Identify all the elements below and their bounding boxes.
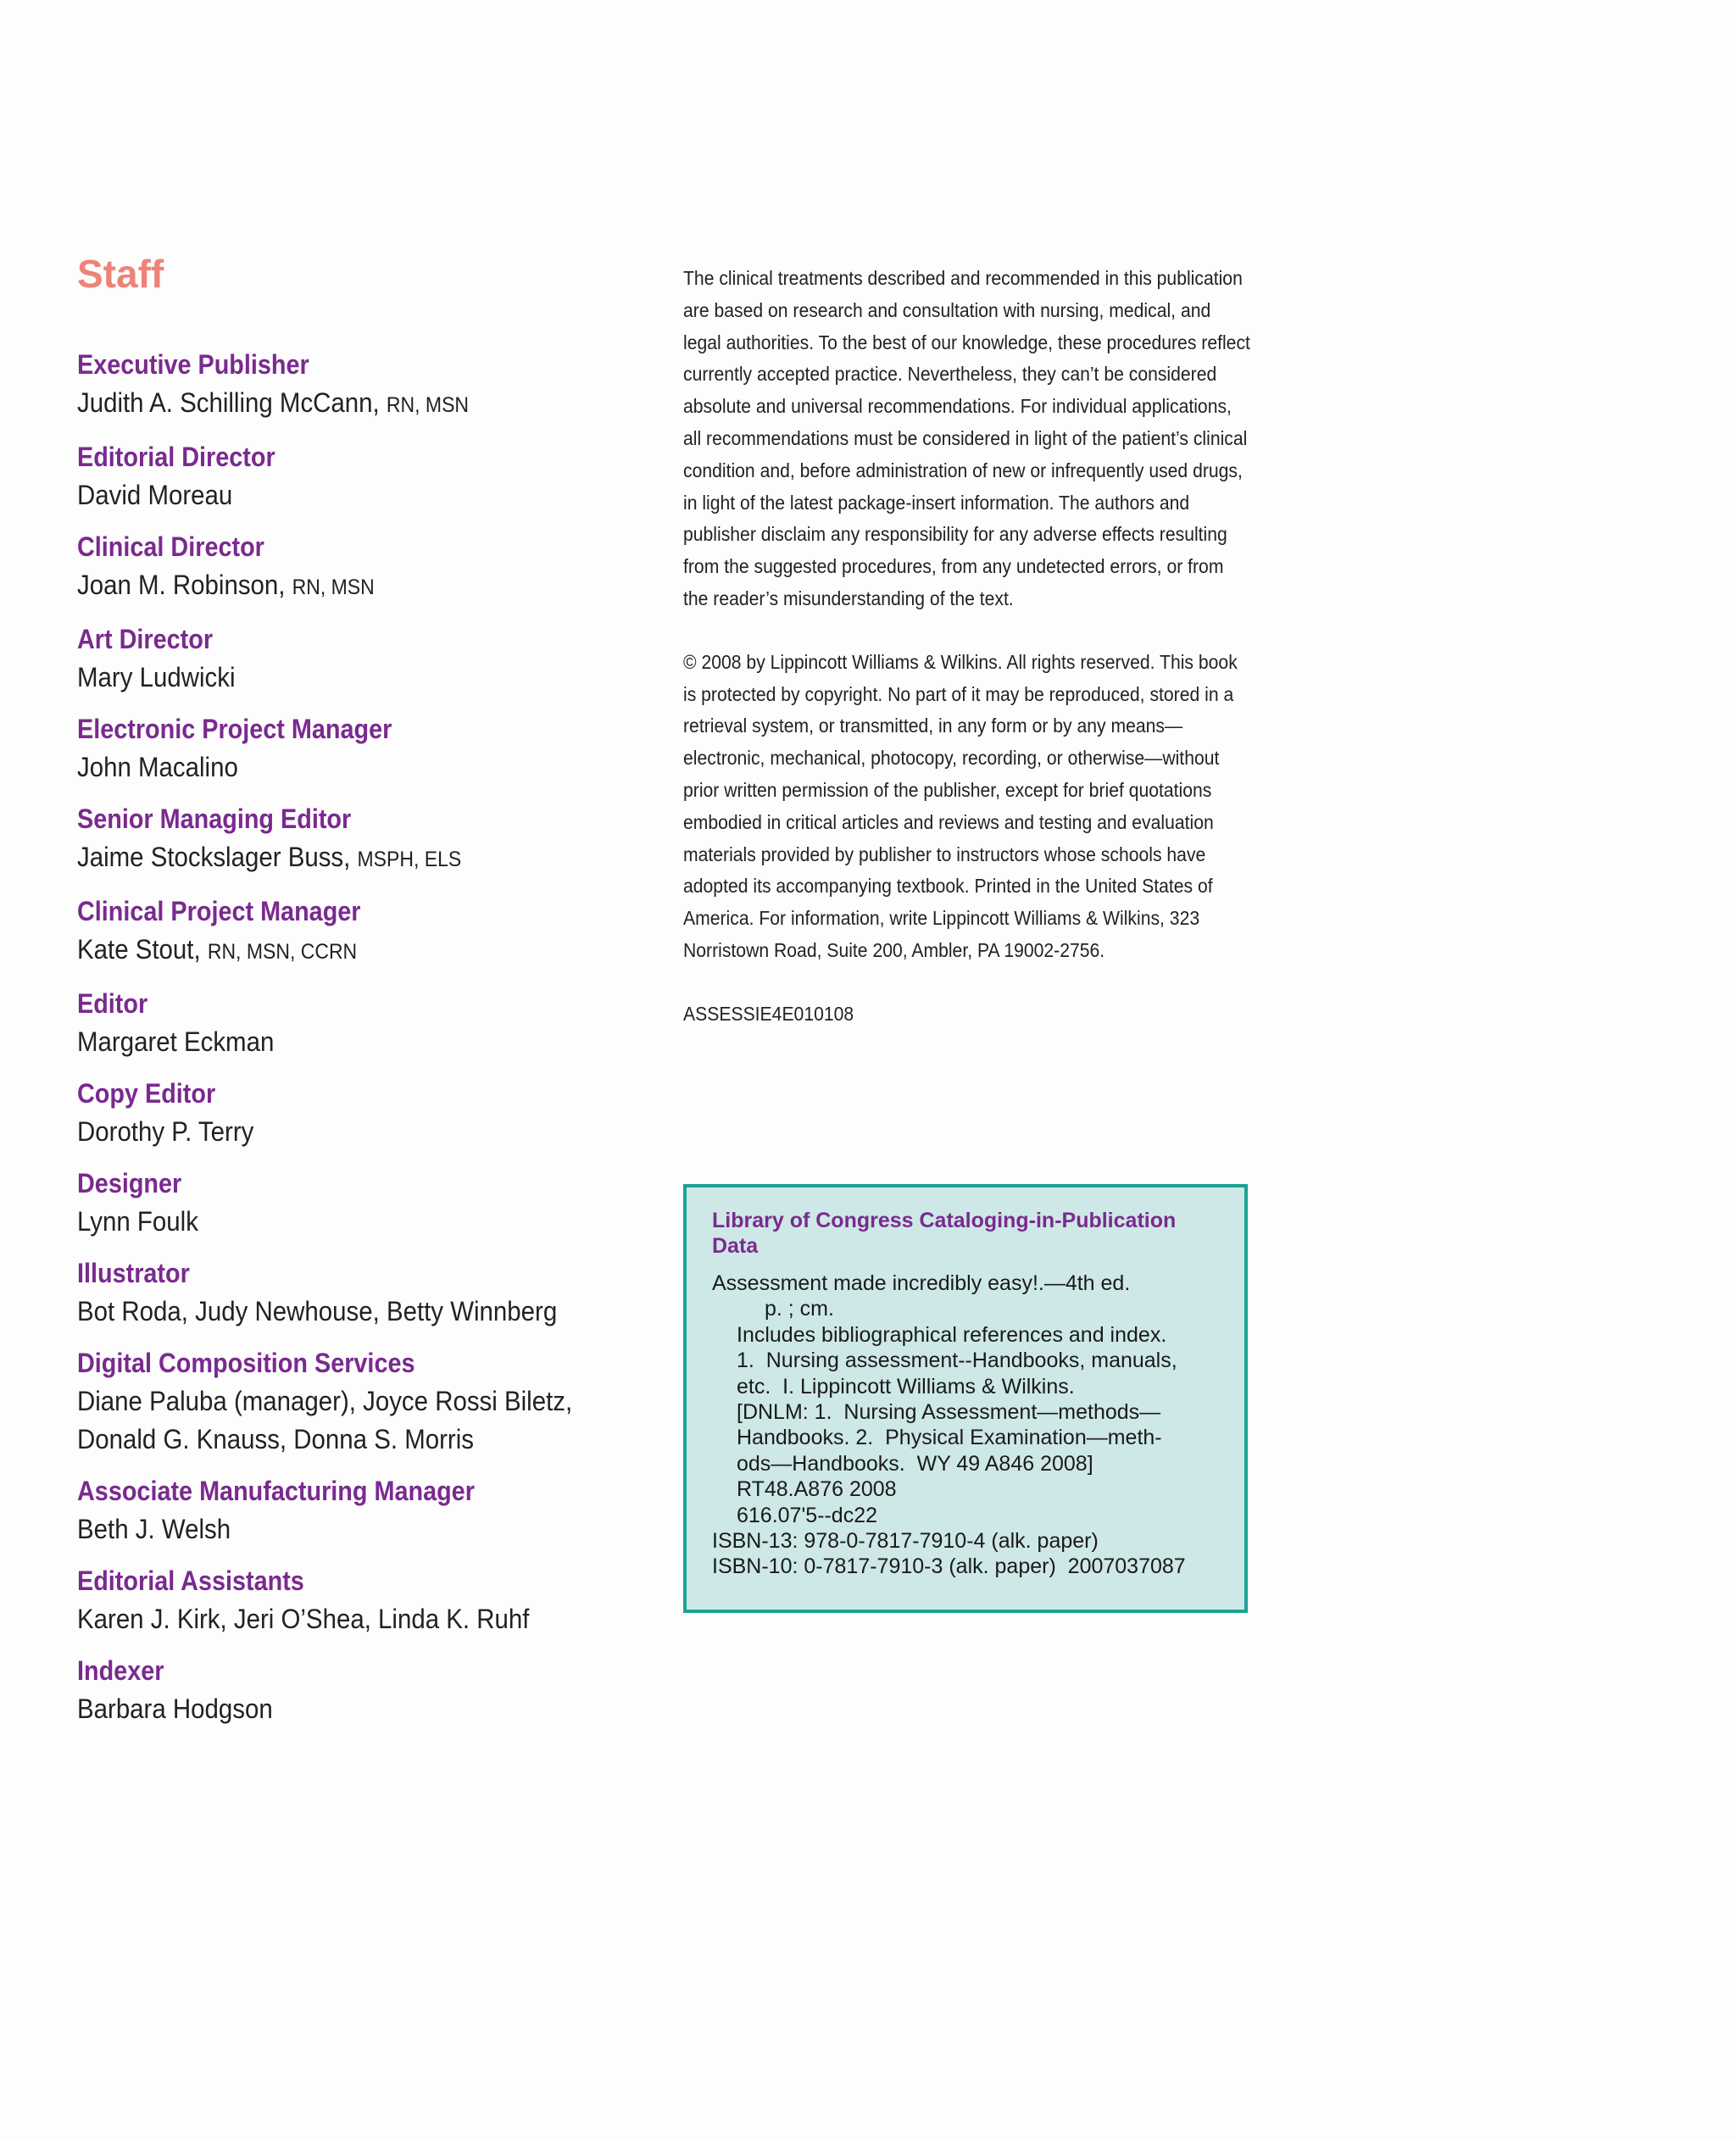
cip-line: etc. I. Lippincott Williams & Wilkins.	[737, 1374, 1075, 1399]
staff-name: Margaret Eckman	[77, 1026, 275, 1057]
staff-list	[77, 346, 654, 1728]
staff-person	[77, 1023, 608, 1061]
staff-name: Karen J. Kirk, Jeri O’Shea, Linda K. Ruhf	[77, 1604, 530, 1634]
cip-lines	[712, 1271, 1219, 1580]
staff-role: Editorial Assistants	[77, 1565, 304, 1596]
staff-entry	[77, 438, 654, 514]
staff-column	[77, 254, 654, 1742]
staff-entry	[77, 620, 654, 697]
staff-person	[77, 1600, 608, 1638]
cip-line: RT48.A876 2008	[737, 1477, 897, 1502]
cip-line: ISBN-13: 978-0-7817-7910-4 (alk. paper)	[712, 1529, 1099, 1554]
cip-line: Handbooks. 2. Physical Examination—meth-	[737, 1426, 1162, 1450]
staff-entry	[77, 710, 654, 787]
staff-name: Joan M. Robinson,	[77, 570, 292, 600]
staff-role: Illustrator	[77, 1258, 190, 1288]
staff-person	[77, 1510, 608, 1549]
cip-line: Includes bibliographical references and index.	[737, 1322, 1167, 1347]
staff-name: John Macalino	[77, 752, 238, 782]
staff-name: David Moreau	[77, 480, 233, 510]
cip-line: 1. Nursing assessment--Handbooks, manuals,	[737, 1349, 1177, 1373]
staff-name: Kate Stout,	[77, 934, 208, 965]
staff-entry	[77, 1652, 654, 1728]
staff-person	[77, 931, 608, 971]
staff-entry	[77, 1472, 654, 1549]
staff-person	[77, 748, 608, 787]
disclaimer-text: The clinical treatments described and recommended in this publication are based on research and consultation with nursing, medical, and legal authorities. To the best of our knowledge, these procedures reflect currently accepted practice. Nevertheless, they can’t be considered absolute and universal recommendations. For individual applications, all recommendations must be considered in light of the patient’s clinical condition and, before administration of new or infrequently used drugs, in light of the latest package-insert information. The authors and publisher disclaim any responsibility for any adverse effects resulting from the suggested procedures, from any undetected errors, or from the reader’s misunderstanding of the text.	[683, 267, 1250, 609]
staff-role: Art Director	[77, 624, 214, 654]
cip-line: [DNLM: 1. Nursing Assessment—methods—	[737, 1400, 1161, 1425]
staff-name: Beth J. Welsh	[77, 1514, 231, 1544]
staff-role: Clinical Director	[77, 531, 264, 562]
cip-line: 616.07'5--dc22	[737, 1503, 878, 1527]
staff-person	[77, 838, 608, 879]
staff-role: Senior Managing Editor	[77, 804, 352, 834]
cip-title: Library of Congress Cataloging-in-Publication Data	[712, 1209, 1177, 1258]
staff-role: Electronic Project Manager	[77, 714, 392, 744]
staff-person	[77, 384, 608, 425]
staff-entry	[77, 800, 654, 879]
staff-role: Indexer	[77, 1655, 164, 1686]
staff-role: Copy Editor	[77, 1078, 216, 1109]
staff-person	[77, 476, 608, 514]
staff-role: Executive Publisher	[77, 349, 309, 380]
staff-entry	[77, 1254, 654, 1331]
staff-entry	[77, 1562, 654, 1638]
staff-credentials: RN, MSN, CCRN	[207, 940, 358, 964]
staff-name: Mary Ludwicki	[77, 662, 236, 692]
staff-credentials: MSPH, ELS	[357, 848, 462, 871]
staff-person	[77, 566, 608, 607]
staff-entry	[77, 1075, 654, 1151]
staff-credentials: RN, MSN	[386, 393, 470, 417]
staff-entry	[77, 528, 654, 607]
staff-name: Diane Paluba (manager), Joyce Rossi Biletz, Donald G. Knauss, Donna S. Morris	[77, 1386, 573, 1454]
staff-role: Designer	[77, 1168, 182, 1198]
staff-name: Barbara Hodgson	[77, 1693, 273, 1724]
cip-data-box	[683, 1184, 1248, 1613]
staff-role: Editorial Director	[77, 442, 275, 472]
staff-person	[77, 659, 608, 697]
staff-person	[77, 1382, 608, 1459]
staff-entry	[77, 346, 654, 425]
staff-entry	[77, 1165, 654, 1241]
book-code: ASSESSIE4E010108	[683, 1002, 854, 1025]
staff-person	[77, 1690, 608, 1728]
staff-name: Bot Roda, Judy Newhouse, Betty Winnberg	[77, 1296, 558, 1326]
staff-person	[77, 1293, 608, 1331]
legal-column	[683, 263, 1260, 1031]
staff-entry	[77, 985, 654, 1061]
staff-person	[77, 1203, 608, 1241]
staff-entry	[77, 893, 654, 971]
cip-line: ISBN-10: 0-7817-7910-3 (alk. paper) 2007037087	[712, 1554, 1186, 1579]
copyright-text: © 2008 by Lippincott Williams & Wilkins. All rights reserved. This book is protected by copyright. No part of it may be reproduced, stored in a retrieval system, or transmitted, in any form or by any means—electronic, mechanical, photocopy, recording, or otherwise—without prior written permission of the publisher, except for brief quotations embodied in critical articles and reviews and testing and evaluation materials provided by publisher to instructors whose schools have adopted its accompanying textbook. Printed in the United States of America. For information, write Lippincott Williams & Wilkins, 323 Norristown Road, Suite 200, Ambler, PA 19002-2756.	[683, 650, 1238, 961]
staff-name: Dorothy P. Terry	[77, 1116, 254, 1147]
cip-line: ods—Handbooks. WY 49 A846 2008]	[737, 1451, 1093, 1476]
staff-name: Lynn Foulk	[77, 1206, 198, 1237]
cip-line: p. ; cm.	[765, 1297, 834, 1321]
staff-role: Associate Manufacturing Manager	[77, 1476, 475, 1506]
staff-role: Digital Composition Services	[77, 1348, 415, 1378]
staff-role: Clinical Project Manager	[77, 896, 361, 926]
staff-person	[77, 1113, 608, 1151]
staff-title: Staff	[77, 252, 164, 296]
staff-name: Judith A. Schilling McCann,	[77, 387, 387, 418]
staff-role: Editor	[77, 988, 148, 1019]
staff-entry	[77, 1344, 654, 1459]
staff-credentials: RN, MSN	[292, 576, 375, 599]
staff-name: Jaime Stockslager Buss,	[77, 842, 358, 872]
cip-line: Assessment made incredibly easy!.—4th ed.	[712, 1271, 1131, 1295]
